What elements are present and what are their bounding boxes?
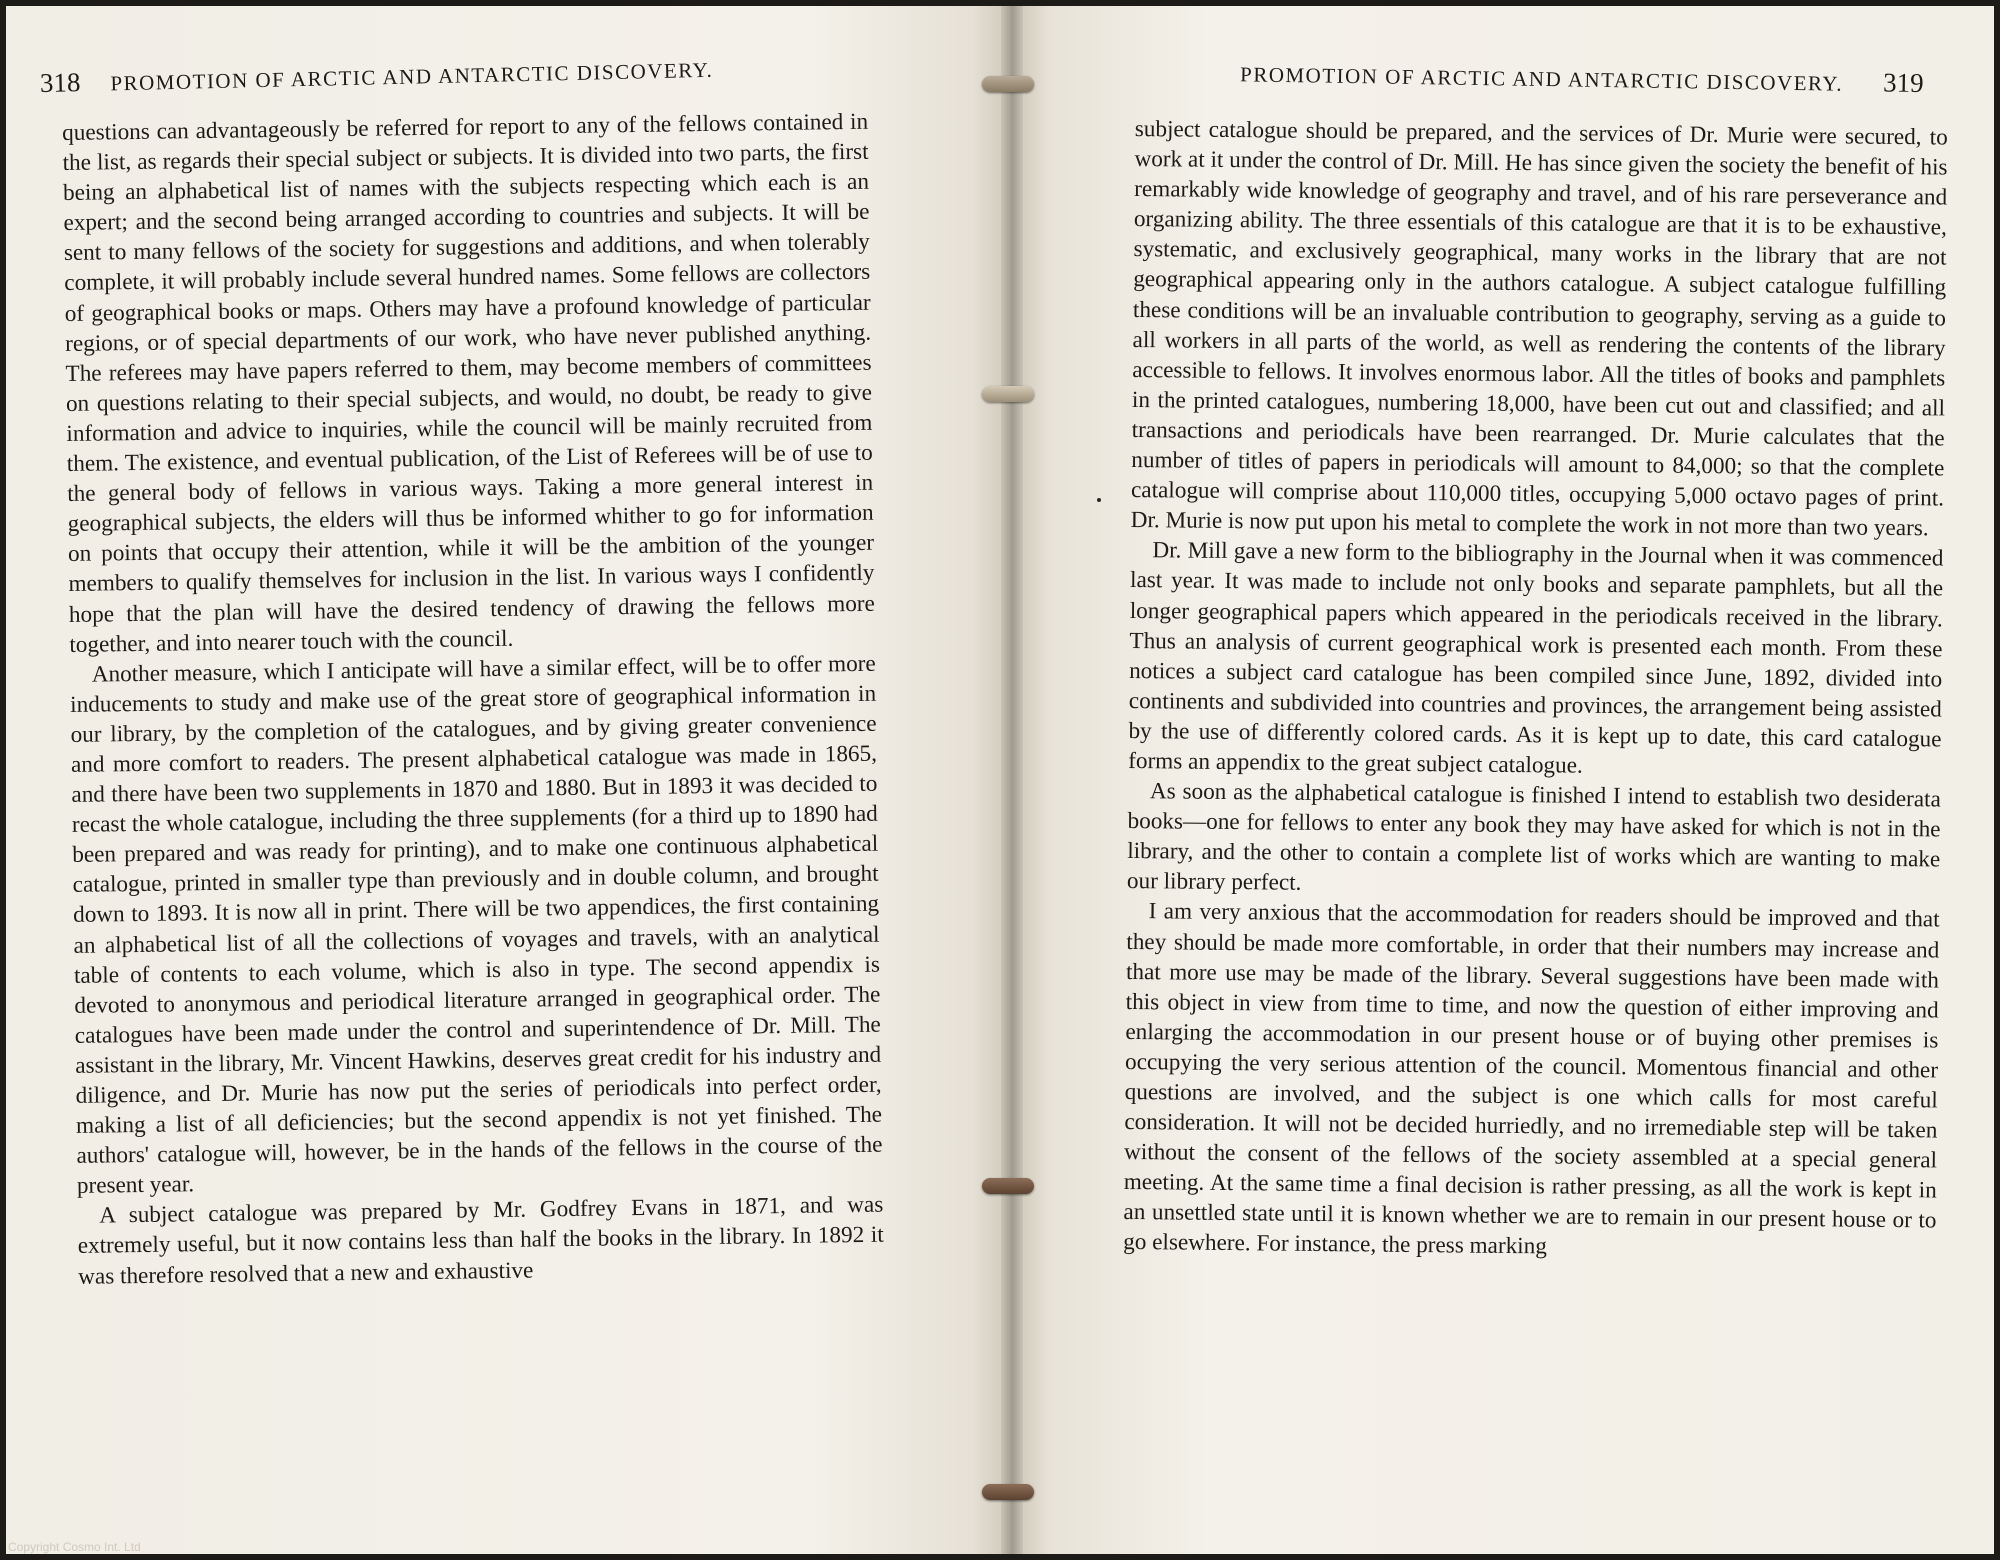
paragraph: I am very anxious that the accommodation for readers should be improved and that they should be made more comfortable, in order that their numbers may increase and that more use may be made of the library. Several suggestions have been made with this object in view from time to time, and now the question of either improving and enlarging the accommodation in our present house or of buying other premises is occupying the very serious attention of the council. Momentous financial and other questions are involved, and the subject is one which calls for most careful consideration. It will not be decided hurriedly, and no irremediable step will be taken without the consent of the fellows of the society assembled at a special general meeting. At the same time a final decision is rather pressing, as all the work is kept in an unsettled state until it is known whether we are to remain in our present house or to go elsewhere. For instance, the press marking bbox=[1123, 898, 1940, 1260]
binder-ring-icon bbox=[982, 386, 1034, 402]
left-page-number: 318 bbox=[39, 67, 81, 98]
paragraph: Dr. Mill gave a new form to the bibliography in the Journal when it was commenced last year. It was made to include not only books and separate pamphlets, but all the longer geographical papers which appeared in the periodicals received in the library. Thus an analysis of current geographical work is presented each month. From these notices a subject card catalogue has been compiled since June, 1892, divided into continents and subdivided into countries and provinces, the arrangement being assisted by the use of differently colored cards. As it is kept up to date, this card catalogue forms an appendix to the great subject catalogue. bbox=[1128, 537, 1944, 779]
binding-gutter bbox=[1001, 6, 1023, 1554]
paragraph: Another measure, which I anticipate will have a similar effect, will be to offer more inducements to study and make use of the great store of geographical information in our library, by the completion of the catalogues, and by giving greater convenience and more comfort to readers. The present alphabetical catalogue was made in 1865, and there have been two supplements in 1870 and 1880. But in 1893 it was decided to recast the whole catalogue, including the three supplements (for a third up to 1890 had been prepared and was ready for printing), and to make one continuous alphabetical catalogue, printed in smaller type than previously and in double column, and brought down to 1893. It is now all in print. There will be two appendices, the first containing an alphabetical list of all the collections of voyages and travels, with an analytical table of contents to each volume, which is also in type. The second appendix is devoted to anonymous and periodical literature arranged in geographical order. The catalogues have been made under the control and superintendence of Dr. Mill. The assistant in the library, Mr. Vincent Hawkins, deserves great credit for his industry and diligence, and Dr. Murie has now put the series of periodicals into perfect order, making a list of all deficiencies; but the second appendix is not yet finished. The authors' catalogue will, however, be in the hands of the fellows in the course of the present year. bbox=[70, 650, 883, 1200]
binder-ring-icon bbox=[982, 1178, 1034, 1194]
left-page bbox=[6, 6, 1011, 1554]
right-page bbox=[1011, 6, 1994, 1554]
right-running-header bbox=[1240, 57, 1924, 108]
right-header-title: PROMOTION OF ARCTIC AND ANTARCTIC DISCOVERY. bbox=[1240, 62, 1844, 96]
ink-speck bbox=[1097, 498, 1101, 502]
right-page-number: 319 bbox=[1883, 67, 1925, 98]
book-spread bbox=[6, 6, 1994, 1554]
binder-ring-icon bbox=[982, 76, 1034, 92]
binder-ring-icon bbox=[982, 1484, 1034, 1500]
left-header-title: PROMOTION OF ARCTIC AND ANTARCTIC DISCOVERY. bbox=[110, 57, 714, 96]
left-body-text bbox=[62, 107, 884, 1292]
paragraph: A subject catalogue was prepared by Mr. Godfrey Evans in 1871, and was extremely useful, but it now contains less than half the books in the library. In 1892 it was therefore resolved that a new and exhaustive bbox=[77, 1192, 884, 1290]
left-running-header bbox=[40, 53, 714, 108]
right-body-text bbox=[1123, 114, 1948, 1266]
paragraph: As soon as the alphabetical catalogue is finished I intend to establish two desiderata books—one for fellows to enter any book they may have asked for which is not in the library, and the other to contain a complete list of works which are wanting to make our library perfect. bbox=[1126, 778, 1942, 897]
paragraph: questions can advantageously be referred for report to any of the fellows contained in the list, as regards their special subject or subjects. It is divided into two parts, the first being an alphabetical list of names with the subjects respecting which each is an expert; and the second being arranged according to countries and subjects. It will be sent to many fellows of the society for suggestions and additions, and when tolerably complete, it will probably include several hundred names. Some fellows are collectors of geographical books or maps. Others may have a profound knowledge of particular regions, or of special departments of our work, who have never published anything. The referees may have papers referred to them, may become members of committees on questions relating to their special subjects, and would, no doubt, be ready to give information and advice to inquiries, while the council will be mainly recruited from them. The existence, and eventual publication, of the List of Referees will be of use to the general body of fellows in various ways. Taking a more general interest in geographical subjects, the elders will thus be informed whither to go for information on points that occupy their attention, while it will be the ambition of the younger members to qualify themselves for inclusion in the list. In various ways I confidently hope that the plan will have the desired tendency of drawing the fellows more together, and into nearer touch with the council. bbox=[62, 108, 876, 658]
copyright-watermark: Copyright Cosmo Int. Ltd bbox=[8, 1540, 141, 1554]
paragraph: subject catalogue should be prepared, and the services of Dr. Murie were secured, to work at it under the control of Dr. Mill. He has since given the society the benefit of his remarkably wide knowledge of geography and travel, and of his rare perseverance and organizing ability. The three essentials of this catalogue are that it is to be exhaustive, systematic, and exclusively geographical, many works in the library that are not geographical appearing only in the authors catalogue. A subject catalogue fulfilling these conditions will be an invaluable contribution to geography, serving as a guide to all workers in all parts of the world, as well as rendering the contents of the library accessible to fellows. It involves enormous labor. All the titles of books and pamphlets in the printed catalogues, numbering 18,000, have been cut out and classified; and all transactions and periodicals have been rearranged. Dr. Murie calculates that the number of titles of papers in periodicals will amount to 84,000; so that the complete catalogue will comprise about 110,000 titles, occupying 5,000 octavo pages of print. Dr. Murie is now put upon his metal to complete the work in not more than two years. bbox=[1130, 115, 1948, 542]
